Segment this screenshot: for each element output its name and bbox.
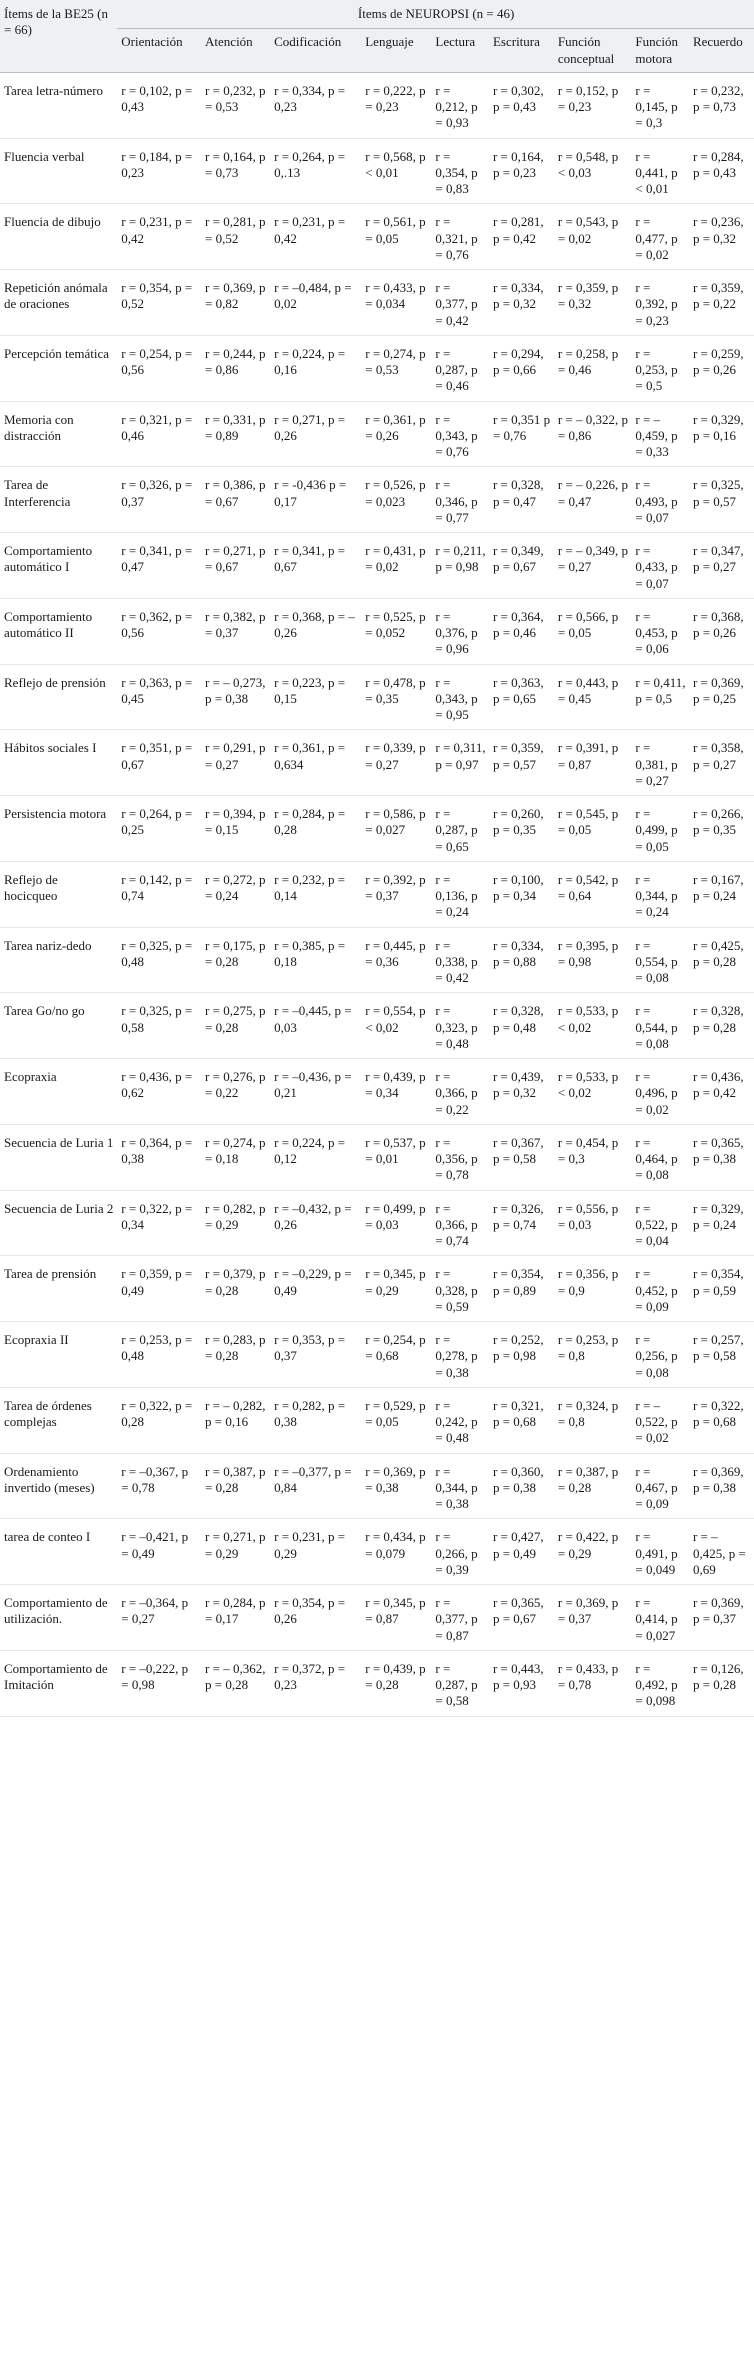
table-row [0,730,754,796]
table-cell: r = 0,353, p = 0,37 [270,1322,361,1388]
table-row [0,270,754,336]
table-cell: r = 0,284, p = 0,43 [689,138,754,204]
table-row [0,1453,754,1519]
table-cell: r = 0,365, p = 0,67 [489,1585,554,1651]
row-label: Percepción temática [0,335,117,401]
table-cell: r = – 0,282, p = 0,16 [201,1387,270,1453]
table-cell: r = 0,339, p = 0,27 [361,730,431,796]
table-cell: r = 0,369, p = 0,37 [554,1585,631,1651]
table-cell: r = 0,464, p = 0,08 [631,1124,689,1190]
table-row [0,1322,754,1388]
table-cell: r = 0,231, p = 0,42 [117,204,201,270]
table-cell: r = 0,467, p = 0,09 [631,1453,689,1519]
table-cell: r = 0,561, p = 0,05 [361,204,431,270]
table-cell: r = 0,376, p = 0,96 [431,598,489,664]
table-cell: r = 0,282, p = 0,38 [270,1387,361,1453]
table-cell: r = 0,365, p = 0,38 [689,1124,754,1190]
table-cell: r = 0,222, p = 0,23 [361,72,431,138]
table-cell: r = 0,354, p = 0,26 [270,1585,361,1651]
table-cell: r = 0,347, p = 0,27 [689,533,754,599]
table-cell: r = 0,325, p = 0,57 [689,467,754,533]
row-label: Tarea nariz-dedo [0,927,117,993]
table-cell: r = 0,346, p = 0,77 [431,467,489,533]
table-cell: r = 0,386, p = 0,67 [201,467,270,533]
table-cell: r = 0,359, p = 0,57 [489,730,554,796]
table-cell: r = 0,364, p = 0,46 [489,598,554,664]
table-row [0,796,754,862]
table-cell: r = 0,259, p = 0,26 [689,335,754,401]
table-cell: r = – 0,226, p = 0,47 [554,467,631,533]
table-row [0,993,754,1059]
table-cell: r = 0,537, p = 0,01 [361,1124,431,1190]
table-cell: r = 0,543, p = 0,02 [554,204,631,270]
table-cell: r = 0,232, p = 0,14 [270,861,361,927]
table-cell: r = 0,211, p = 0,98 [431,533,489,599]
table-cell: r = 0,184, p = 0,23 [117,138,201,204]
row-label: Ecopraxia II [0,1322,117,1388]
table-cell: r = 0,439, p = 0,34 [361,1059,431,1125]
table-cell: r = 0,364, p = 0,38 [117,1124,201,1190]
table-cell: r = –0,222, p = 0,98 [117,1650,201,1716]
table-cell: r = 0,324, p = 0,8 [554,1387,631,1453]
corner-label: Ítems de la BE25 (n = 66) [0,0,117,72]
table-cell: r = –0,229, p = 0,49 [270,1256,361,1322]
col-header: Función motora [631,29,689,73]
table-cell: r = 0,272, p = 0,24 [201,861,270,927]
table-cell: r = 0,344, p = 0,24 [631,861,689,927]
table-cell: r = 0,322, p = 0,28 [117,1387,201,1453]
table-cell: r = 0,258, p = 0,46 [554,335,631,401]
table-cell: r = 0,271, p = 0,29 [201,1519,270,1585]
table-cell: r = 0,434, p = 0,079 [361,1519,431,1585]
table-cell: r = 0,360, p = 0,38 [489,1453,554,1519]
table-row [0,598,754,664]
table-cell: r = 0,496, p = 0,02 [631,1059,689,1125]
table-cell: r = 0,344, p = 0,38 [431,1453,489,1519]
table-cell: r = 0,436, p = 0,42 [689,1059,754,1125]
table-cell: r = 0,369, p = 0,82 [201,270,270,336]
table-cell: r = 0,328, p = 0,59 [431,1256,489,1322]
table-cell: r = 0,443, p = 0,93 [489,1650,554,1716]
table-cell: r = 0,369, p = 0,37 [689,1585,754,1651]
table-row [0,664,754,730]
table-row [0,138,754,204]
table-cell: r = 0,439, p = 0,32 [489,1059,554,1125]
col-header: Recuerdo [689,29,754,73]
table-cell: r = 0,499, p = 0,05 [631,796,689,862]
table-cell: r = –0,377, p = 0,84 [270,1453,361,1519]
table-cell: r = 0,525, p = 0,052 [361,598,431,664]
table-cell: r = 0,253, p = 0,5 [631,335,689,401]
table-cell: r = 0,359, p = 0,49 [117,1256,201,1322]
table-cell: r = 0,322, p = 0,68 [689,1387,754,1453]
table-cell: r = –0,432, p = 0,26 [270,1190,361,1256]
group-title: Ítems de NEUROPSI (n = 46) [117,0,754,29]
table-cell: r = 0,242, p = 0,48 [431,1387,489,1453]
table-body [0,72,754,1716]
table-cell: r = –0,445, p = 0,03 [270,993,361,1059]
table-cell: r = 0,366, p = 0,74 [431,1190,489,1256]
table-cell: r = 0,284, p = 0,17 [201,1585,270,1651]
row-label: Secuencia de Luria 2 [0,1190,117,1256]
table-cell: r = -0,436 p = 0,17 [270,467,361,533]
col-header: Lectura [431,29,489,73]
col-header: Función conceptual [554,29,631,73]
table-cell: r = 0,326, p = 0,74 [489,1190,554,1256]
table-cell: r = 0,363, p = 0,65 [489,664,554,730]
table-cell: r = 0,167, p = 0,24 [689,861,754,927]
row-label: Memoria con distracción [0,401,117,467]
table-cell: r = 0,264, p = 0,25 [117,796,201,862]
table-cell: r = 0,274, p = 0,53 [361,335,431,401]
table-cell: r = 0,328, p = 0,47 [489,467,554,533]
table-cell: r = 0,287, p = 0,65 [431,796,489,862]
table-cell: r = 0,433, p = 0,07 [631,533,689,599]
table-cell: r = 0,345, p = 0,29 [361,1256,431,1322]
table-cell: r = 0,231, p = 0,29 [270,1519,361,1585]
table-cell: r = 0,441, p < 0,01 [631,138,689,204]
table-cell: r = 0,354, p = 0,83 [431,138,489,204]
row-label: Repetición anómala de oraciones [0,270,117,336]
table-cell: r = 0,223, p = 0,15 [270,664,361,730]
table-cell: r = 0,354, p = 0,89 [489,1256,554,1322]
table-cell: r = 0,278, p = 0,38 [431,1322,489,1388]
table-cell: r = –0,367, p = 0,78 [117,1453,201,1519]
table-row [0,1124,754,1190]
table-cell: r = 0,334, p = 0,88 [489,927,554,993]
table-row [0,861,754,927]
table-cell: r = 0,433, p = 0,034 [361,270,431,336]
table-row [0,1585,754,1651]
table-cell: r = 0,164, p = 0,23 [489,138,554,204]
col-header: Lenguaje [361,29,431,73]
table-cell: r = 0,329, p = 0,24 [689,1190,754,1256]
table-cell: r = 0,302, p = 0,43 [489,72,554,138]
table-cell: r = 0,361, p = 0,634 [270,730,361,796]
table-cell: r = 0,542, p = 0,64 [554,861,631,927]
table-cell: r = – 0,362, p = 0,28 [201,1650,270,1716]
table-cell: r = 0,491, p = 0,049 [631,1519,689,1585]
table-cell: r = 0,126, p = 0,28 [689,1650,754,1716]
table-cell: r = 0,142, p = 0,74 [117,861,201,927]
table-cell: r = 0,379, p = 0,28 [201,1256,270,1322]
table-cell: r = 0,391, p = 0,87 [554,730,631,796]
table-cell: r = 0,334, p = 0,23 [270,72,361,138]
table-cell: r = –0,484, p = 0,02 [270,270,361,336]
table-cell: r = –0,421, p = 0,49 [117,1519,201,1585]
table-cell: r = 0,425, p = 0,28 [689,927,754,993]
table-cell: r = 0,545, p = 0,05 [554,796,631,862]
table-cell: r = 0,354, p = 0,59 [689,1256,754,1322]
table-cell: r = 0,359, p = 0,32 [554,270,631,336]
table-cell: r = 0,236, p = 0,32 [689,204,754,270]
table-cell: r = 0,368, p = 0,26 [689,598,754,664]
row-label: Tarea de Interferencia [0,467,117,533]
table-cell: r = 0,275, p = 0,28 [201,993,270,1059]
table-cell: r = 0,381, p = 0,27 [631,730,689,796]
table-cell: r = 0,358, p = 0,27 [689,730,754,796]
table-cell: r = 0,325, p = 0,58 [117,993,201,1059]
table-cell: r = 0,377, p = 0,87 [431,1585,489,1651]
table-cell: r = 0,443, p = 0,45 [554,664,631,730]
table-cell: r = 0,533, p < 0,02 [554,993,631,1059]
table-cell: r = 0,387, p = 0,28 [201,1453,270,1519]
table-cell: r = 0,556, p = 0,03 [554,1190,631,1256]
table-cell: r = 0,266, p = 0,39 [431,1519,489,1585]
table-cell: r = 0,256, p = 0,08 [631,1322,689,1388]
table-cell: r = 0,331, p = 0,89 [201,401,270,467]
table-cell: r = 0,568, p < 0,01 [361,138,431,204]
table-cell: r = 0,363, p = 0,45 [117,664,201,730]
table-cell: r = 0,526, p = 0,023 [361,467,431,533]
table-row [0,1519,754,1585]
table-cell: r = 0,271, p = 0,67 [201,533,270,599]
table-cell: r = 0,394, p = 0,15 [201,796,270,862]
table-cell: r = 0,291, p = 0,27 [201,730,270,796]
table-cell: r = 0,100, p = 0,34 [489,861,554,927]
table-cell: r = 0,329, p = 0,16 [689,401,754,467]
row-label: tarea de conteo I [0,1519,117,1585]
table-cell: r = 0,477, p = 0,02 [631,204,689,270]
row-label: Comportamiento de utilización. [0,1585,117,1651]
table-cell: r = 0,356, p = 0,78 [431,1124,489,1190]
table-cell: r = 0,341, p = 0,47 [117,533,201,599]
table-row [0,72,754,138]
table-cell: r = 0,328, p = 0,28 [689,993,754,1059]
table-cell: r = 0,343, p = 0,95 [431,664,489,730]
table-cell: r = 0,145, p = 0,3 [631,72,689,138]
table-cell: r = 0,351 p = 0,76 [489,401,554,467]
table-cell: r = 0,326, p = 0,37 [117,467,201,533]
table-cell: r = 0,345, p = 0,87 [361,1585,431,1651]
row-label: Ordenamiento invertido (meses) [0,1453,117,1519]
table-cell: r = 0,554, p = 0,08 [631,927,689,993]
table-cell: r = 0,427, p = 0,49 [489,1519,554,1585]
table-cell: r = 0,152, p = 0,23 [554,72,631,138]
table-cell: r = 0,369, p = 0,38 [689,1453,754,1519]
table-cell: r = 0,281, p = 0,52 [201,204,270,270]
table-cell: r = 0,231, p = 0,42 [270,204,361,270]
table-cell: r = 0,369, p = 0,25 [689,664,754,730]
table-cell: r = 0,369, p = 0,38 [361,1453,431,1519]
table-cell: r = 0,341, p = 0,67 [270,533,361,599]
row-label: Reflejo de prensión [0,664,117,730]
table-cell: r = 0,321, p = 0,76 [431,204,489,270]
table-row [0,1059,754,1125]
table-cell: r = 0,499, p = 0,03 [361,1190,431,1256]
table-cell: r = 0,387, p = 0,28 [554,1453,631,1519]
table-cell: r = 0,321, p = 0,68 [489,1387,554,1453]
table-cell: r = 0,354, p = 0,52 [117,270,201,336]
table-cell: r = – 0,425, p = 0,69 [689,1519,754,1585]
table-cell: r = 0,492, p = 0,098 [631,1650,689,1716]
col-header: Atención [201,29,270,73]
row-label: Tarea de prensión [0,1256,117,1322]
table-cell: r = 0,372, p = 0,23 [270,1650,361,1716]
table-cell: r = 0,253, p = 0,8 [554,1322,631,1388]
table-cell: r = 0,533, p < 0,02 [554,1059,631,1125]
table-cell: r = 0,282, p = 0,29 [201,1190,270,1256]
table-cell: r = 0,439, p = 0,28 [361,1650,431,1716]
table-cell: r = 0,431, p = 0,02 [361,533,431,599]
table-cell: r = – 0,522, p = 0,02 [631,1387,689,1453]
table-cell: r = 0,368, p = –0,26 [270,598,361,664]
table-cell: r = 0,253, p = 0,48 [117,1322,201,1388]
table-cell: r = 0,392, p = 0,37 [361,861,431,927]
table-cell: r = 0,554, p < 0,02 [361,993,431,1059]
table-cell: r = 0,257, p = 0,58 [689,1322,754,1388]
table-cell: r = 0,392, p = 0,23 [631,270,689,336]
table-cell: r = –0,364, p = 0,27 [117,1585,201,1651]
col-header: Codificación [270,29,361,73]
table-cell: r = 0,244, p = 0,86 [201,335,270,401]
row-label: Tarea letra-número [0,72,117,138]
table-cell: r = 0,411, p = 0,5 [631,664,689,730]
table-row [0,401,754,467]
row-label: Fluencia verbal [0,138,117,204]
table-cell: r = 0,338, p = 0,42 [431,927,489,993]
row-label: Comportamiento de Imitación [0,1650,117,1716]
table-header [0,0,754,72]
col-header: Escritura [489,29,554,73]
table-cell: r = 0,445, p = 0,36 [361,927,431,993]
row-label: Tarea Go/no go [0,993,117,1059]
table-cell: r = 0,382, p = 0,37 [201,598,270,664]
table-cell: r = 0,351, p = 0,67 [117,730,201,796]
table-cell: r = 0,212, p = 0,93 [431,72,489,138]
table-cell: r = 0,453, p = 0,06 [631,598,689,664]
table-cell: r = 0,385, p = 0,18 [270,927,361,993]
table-cell: r = 0,311, p = 0,97 [431,730,489,796]
table-cell: r = 0,287, p = 0,46 [431,335,489,401]
table-cell: r = 0,362, p = 0,56 [117,598,201,664]
row-label: Comportamiento automático I [0,533,117,599]
table-row [0,204,754,270]
table-cell: r = 0,264, p = 0,.13 [270,138,361,204]
table-cell: r = 0,252, p = 0,98 [489,1322,554,1388]
table-cell: r = – 0,322, p = 0,86 [554,401,631,467]
row-label: Hábitos sociales I [0,730,117,796]
table-cell: r = 0,271, p = 0,26 [270,401,361,467]
table-cell: r = 0,359, p = 0,22 [689,270,754,336]
table-row [0,927,754,993]
table-cell: r = –0,436, p = 0,21 [270,1059,361,1125]
table-cell: r = 0,322, p = 0,34 [117,1190,201,1256]
table-cell: r = 0,493, p = 0,07 [631,467,689,533]
table-row [0,467,754,533]
table-cell: r = 0,343, p = 0,76 [431,401,489,467]
table-cell: r = 0,294, p = 0,66 [489,335,554,401]
table-cell: r = 0,281, p = 0,42 [489,204,554,270]
table-cell: r = 0,334, p = 0,32 [489,270,554,336]
table-cell: r = 0,283, p = 0,28 [201,1322,270,1388]
table-cell: r = 0,478, p = 0,35 [361,664,431,730]
table-cell: r = 0,284, p = 0,28 [270,796,361,862]
table-cell: r = 0,377, p = 0,42 [431,270,489,336]
table-cell: r = – 0,273, p = 0,38 [201,664,270,730]
table-cell: r = 0,422, p = 0,29 [554,1519,631,1585]
row-label: Reflejo de hocicqueo [0,861,117,927]
table-cell: r = 0,224, p = 0,12 [270,1124,361,1190]
table-cell: r = 0,586, p = 0,027 [361,796,431,862]
table-cell: r = 0,436, p = 0,62 [117,1059,201,1125]
table-cell: r = 0,548, p < 0,03 [554,138,631,204]
row-label: Comportamiento automático II [0,598,117,664]
table-cell: r = 0,433, p = 0,78 [554,1650,631,1716]
table-cell: r = 0,164, p = 0,73 [201,138,270,204]
table-cell: r = 0,323, p = 0,48 [431,993,489,1059]
table-cell: r = 0,414, p = 0,027 [631,1585,689,1651]
table-row [0,1650,754,1716]
table-cell: r = 0,254, p = 0,68 [361,1322,431,1388]
table-cell: r = 0,276, p = 0,22 [201,1059,270,1125]
table-row [0,533,754,599]
table-row [0,1387,754,1453]
table-cell: r = 0,224, p = 0,16 [270,335,361,401]
table-row [0,335,754,401]
table-cell: r = 0,102, p = 0,43 [117,72,201,138]
table-cell: r = 0,325, p = 0,48 [117,927,201,993]
table-cell: r = 0,287, p = 0,58 [431,1650,489,1716]
table-cell: r = 0,232, p = 0,73 [689,72,754,138]
table-cell: r = 0,367, p = 0,58 [489,1124,554,1190]
table-cell: r = 0,328, p = 0,48 [489,993,554,1059]
table-cell: r = 0,356, p = 0,9 [554,1256,631,1322]
table-cell: r = 0,452, p = 0,09 [631,1256,689,1322]
table-cell: r = 0,395, p = 0,98 [554,927,631,993]
table-cell: r = 0,366, p = 0,22 [431,1059,489,1125]
table-cell: r = 0,266, p = 0,35 [689,796,754,862]
table-cell: r = 0,274, p = 0,18 [201,1124,270,1190]
table-cell: r = 0,175, p = 0,28 [201,927,270,993]
table-cell: r = 0,136, p = 0,24 [431,861,489,927]
table-cell: r = 0,361, p = 0,26 [361,401,431,467]
table-cell: r = 0,566, p = 0,05 [554,598,631,664]
col-header: Orientación [117,29,201,73]
table-cell: r = 0,522, p = 0,04 [631,1190,689,1256]
row-label: Tarea de órdenes complejas [0,1387,117,1453]
row-label: Fluencia de dibujo [0,204,117,270]
table-row [0,1190,754,1256]
table-cell: r = 0,260, p = 0,35 [489,796,554,862]
table-cell: r = 0,321, p = 0,46 [117,401,201,467]
table-cell: r = – 0,459, p = 0,33 [631,401,689,467]
row-label: Persistencia motora [0,796,117,862]
table-cell: r = 0,529, p = 0,05 [361,1387,431,1453]
table-cell: r = 0,254, p = 0,56 [117,335,201,401]
table-cell: r = 0,232, p = 0,53 [201,72,270,138]
table-cell: r = – 0,349, p = 0,27 [554,533,631,599]
row-label: Secuencia de Luria 1 [0,1124,117,1190]
table-cell: r = 0,544, p = 0,08 [631,993,689,1059]
table-cell: r = 0,454, p = 0,3 [554,1124,631,1190]
row-label: Ecopraxia [0,1059,117,1125]
table-row [0,1256,754,1322]
table-cell: r = 0,349, p = 0,67 [489,533,554,599]
